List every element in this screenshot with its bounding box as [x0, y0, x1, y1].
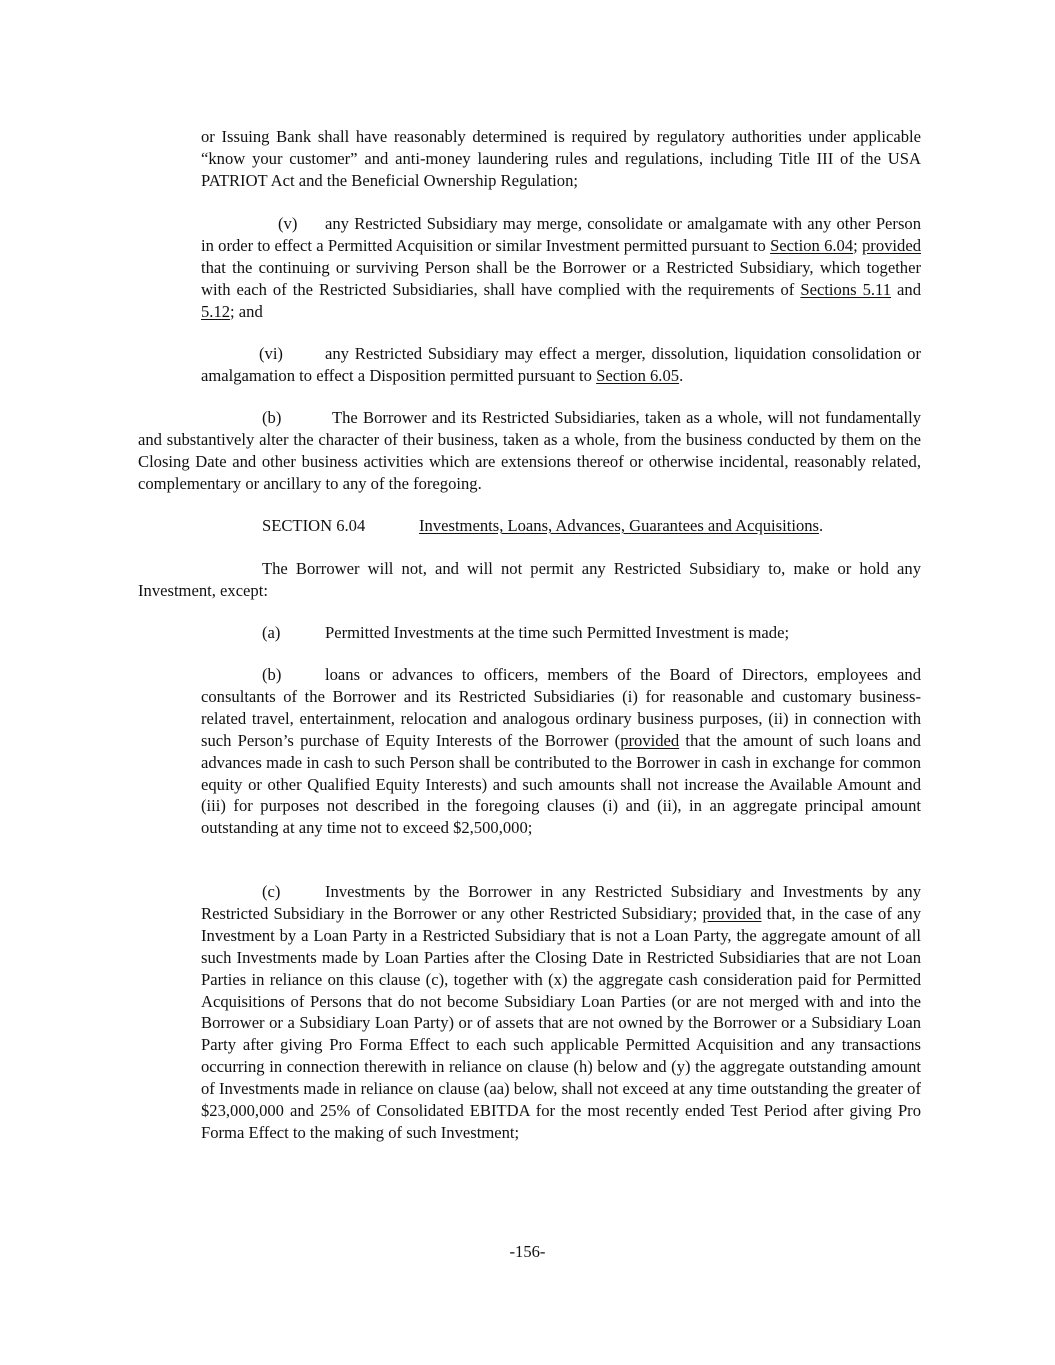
section-heading	[138, 515, 921, 537]
section-title-end: .	[819, 516, 824, 535]
clause-b-loans	[201, 664, 921, 839]
clause-c-investments	[201, 881, 921, 1144]
paragraph-text: any Restricted Subsidiary may merge, consolidate or amalgamate with any other Person in order to effect a Permitted Acquisition or similar Investment permitted pursuant to	[201, 214, 921, 255]
clause-label: (v)	[278, 214, 298, 233]
paragraph-continued	[201, 126, 921, 192]
clause-label: (a)	[262, 623, 281, 642]
paragraph-vi	[201, 343, 921, 387]
clause-label: (b)	[262, 408, 282, 427]
intro-paragraph	[138, 558, 921, 602]
section-title: Investments, Loans, Advances, Guarantees and Acquisitions	[419, 516, 820, 535]
paragraph-text: or Issuing Bank shall have reasonably determined is required by regulatory authorities under applicable “know your customer” and anti-money laundering rules and regulations, including Title III of the USA PATRIOT Act and the Beneficial Ownership Regulation;	[201, 127, 921, 190]
paragraph-text: loans or advances to officers, members of the Board of Directors, employees and consultants of the Borrower and its Restricted Subsidiaries (i) for reasonable and customary business-related travel, entertainment, relocation and analogous ordinary business purposes, (ii) in connection with such Person’s purchase of Equity Interests of the Borrower (	[201, 665, 921, 750]
paragraph-text: that the amount of such loans and advances made in cash to such Person shall be contributed to the Borrower in cash in exchange for common equity or other Qualified Equity Interests) and such amounts shall not increase the Available Amount and (iii) for purposes not described in the foregoing clauses (i) and (ii), in an aggregate principal amount outstanding at any time not to exceed $2,500,000;	[201, 730, 921, 838]
clause-label: (c)	[262, 882, 281, 901]
paragraph-text: that the continuing or surviving Person shall be the Borrower or a Restricted Subsidiary, which together with each of the Restricted Subsidiaries, shall have complied with the requirements of	[201, 257, 921, 299]
paragraph-text: any Restricted Subsidiary may effect a merger, dissolution, liquidation consolidation or amalgamation to effect a Disposition permitted pursuant to	[201, 344, 921, 385]
paragraph-text: ; and	[230, 301, 263, 321]
paragraph-text: ;	[853, 235, 862, 255]
page-number: -156-	[509, 1242, 546, 1261]
paragraph-text: .	[679, 365, 684, 385]
paragraph-text: The Borrower and its Restricted Subsidiaries, taken as a whole, will not fundamentally and substantively alter the character of their business, taken as a whole, from the business conducted by them on the Closing Date and other business activities which are extensions thereof or otherwise incidental, reasonably related, complementary or ancillary to any of the foregoing.	[138, 408, 921, 493]
clause-label: (b)	[262, 665, 282, 684]
provided-term: provided	[862, 235, 921, 255]
paragraph-b-business	[138, 407, 921, 495]
clause-a	[201, 622, 921, 644]
cross-reference: Sections 5.11	[800, 279, 892, 299]
paragraph-text: The Borrower will not, and will not permit any Restricted Subsidiary to, make or hold any Investment, except:	[138, 559, 921, 600]
paragraph-text: Permitted Investments at the time such Permitted Investment is made;	[325, 623, 790, 642]
paragraph-text: Investments by the Borrower in any Restricted Subsidiary and Investments by any Restricted Subsidiary in the Borrower or any other Restricted Subsidiary;	[201, 882, 921, 923]
paragraph-text: and	[891, 279, 922, 299]
clause-label: (vi)	[259, 344, 283, 363]
cross-reference: 5.12	[201, 301, 231, 321]
cross-reference: Section 6.05	[596, 365, 680, 385]
provided-term: provided	[620, 730, 680, 750]
paragraph-v	[201, 213, 921, 323]
cross-reference: Section 6.04	[770, 235, 854, 255]
section-number: SECTION 6.04	[262, 516, 366, 535]
paragraph-text: that, in the case of any Investment by a Loan Party in a Restricted Subsidiary that is not a Loan Party, the aggregate amount of all such Investments made by Loan Parties after the Closing Date in Restricted Subsidiaries that are not Loan Parties in reliance on this clause (c), together with (x) the aggregate cash consideration paid for Permitted Acquisitions of Persons that do not become Subsidiary Loan Parties (or are not merged with and into the Borrower or a Subsidiary Loan Party) or of assets that are not owned by the Borrower or a Subsidiary Loan Party after giving Pro Forma Effect to each such applicable Permitted Acquisition and any transactions occurring in connection therewith in reliance on clause (h) below and (y) the aggregate outstanding amount of Investments made in reliance on clause (aa) below, shall not exceed at any time outstanding the greater of $23,000,000 and 25% of Consolidated EBITDA for the most recently ended Test Period after giving Pro Forma Effect to the making of such Investment;	[201, 903, 921, 1142]
provided-term: provided	[702, 903, 762, 923]
